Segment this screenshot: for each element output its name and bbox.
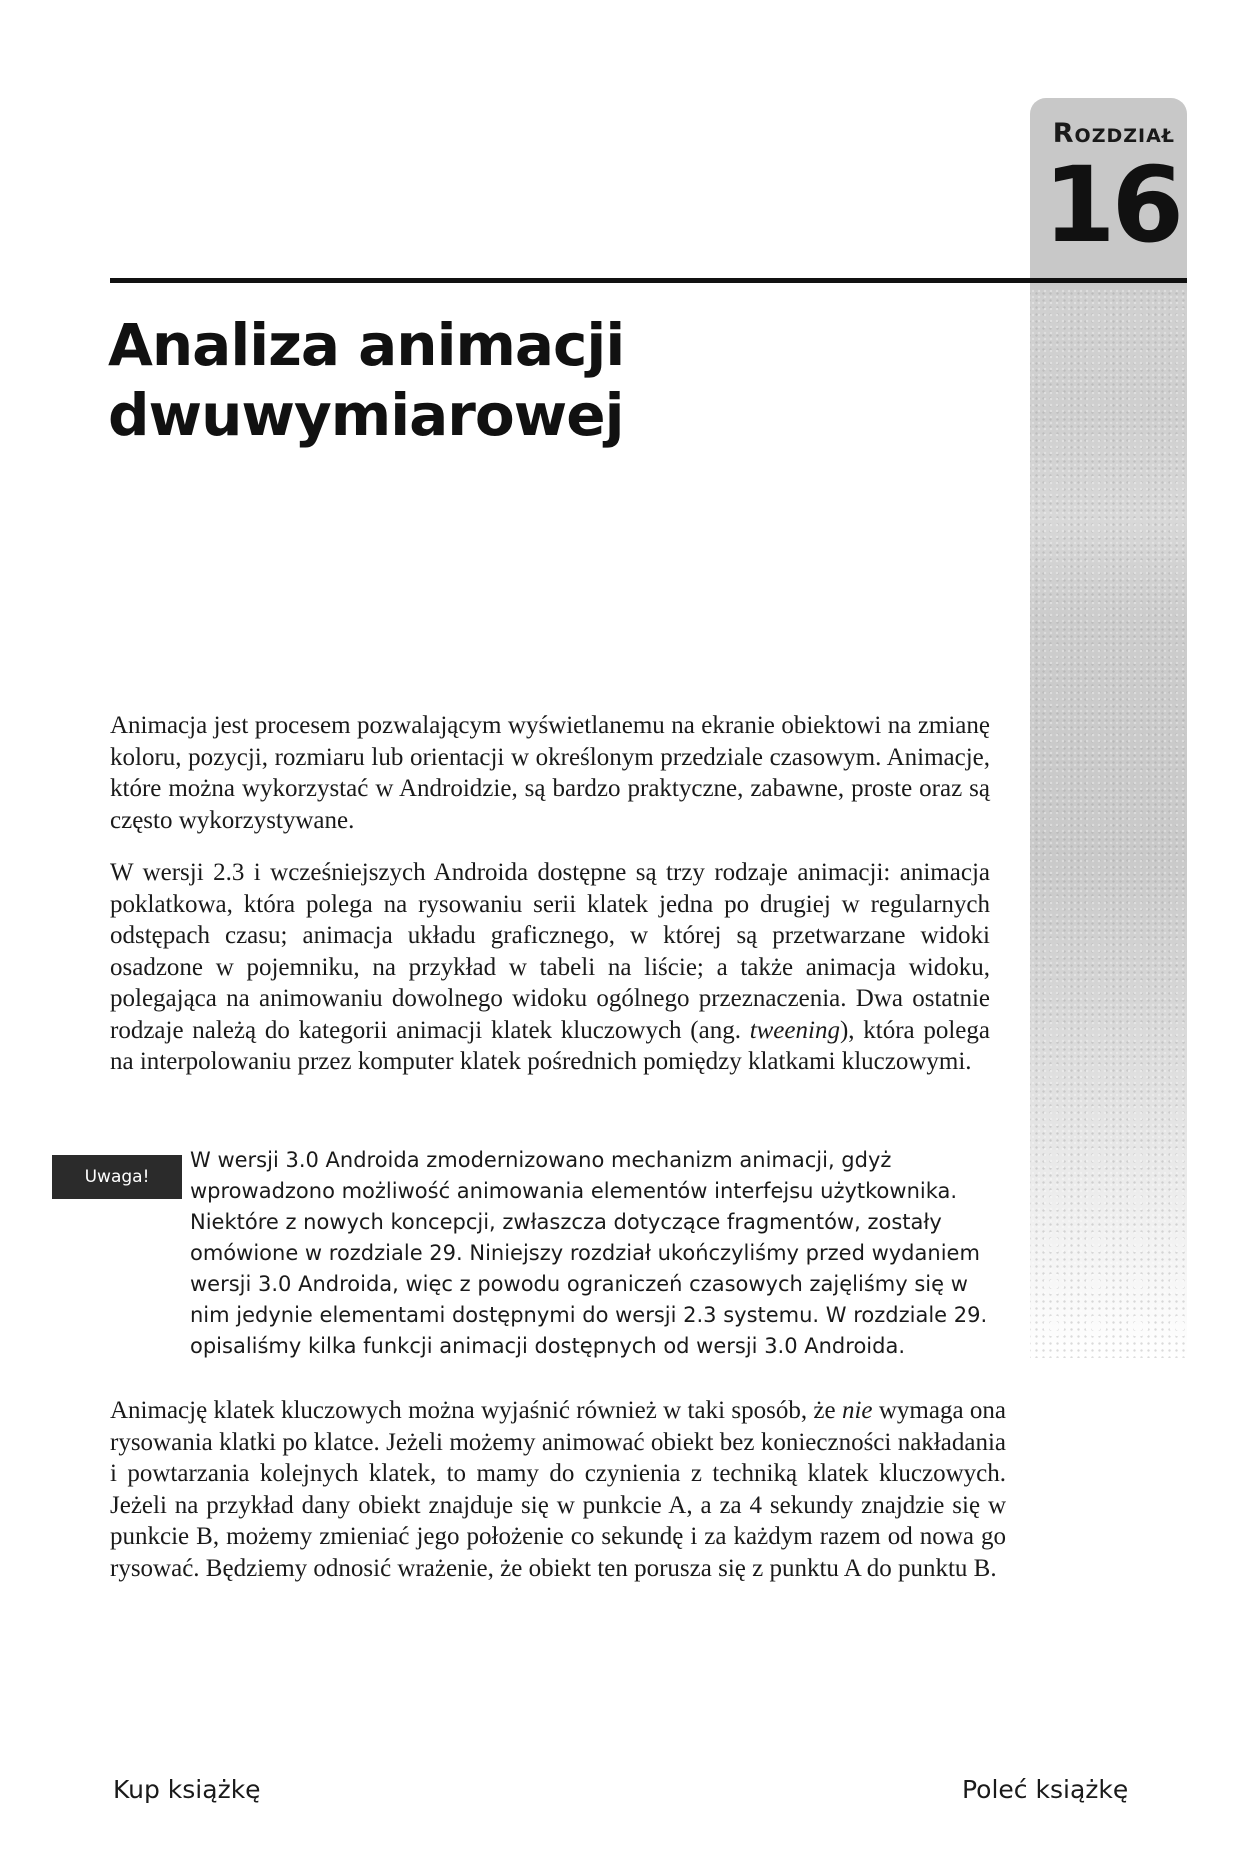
tweening-term: tweening <box>749 1016 840 1044</box>
paragraph-keyframes <box>110 1395 1006 1584</box>
chapter-label: Rozdział <box>1052 118 1175 149</box>
note-text: W wersji 3.0 Androida zmodernizowano mechanizm animacji, gdyż wprowadzono możliwość animowania elementów interfejsu użytkownika. Niektóre z nowych koncepcji, zwłaszcza dotyczące fragmentów, zostały omówione w rozdziale 29. Niniejszy rozdział ukończyliśmy przed wydaniem wersji 3.0 Androida, więc z powodu ograniczeń czasowych zajęliśmy się w nim jedynie elementami dostępnymi do wersji 2.3 systemu. W rozdziale 29. opisaliśmy kilka funkcji animacji dostępnych od wersji 3.0 Androida. <box>190 1148 988 1358</box>
chapter-number: 16 <box>1043 144 1180 266</box>
note-badge: Uwaga! <box>52 1155 182 1199</box>
chapter-tab <box>1030 98 1187 1358</box>
paragraph-animation-types <box>110 857 990 1078</box>
recommend-book-link[interactable]: Poleć książkę <box>962 1775 1129 1804</box>
paragraph-animation-types-text-b: ), która polega na interpolowaniu przez komputer klatek pośrednich pomiędzy klatkami kluczowymi. <box>110 1016 990 1075</box>
paragraph-keyframes-text-b: wymaga ona rysowania klatki po klatce. Jeżeli możemy animować obiekt bez konieczności nakładania i powtarzania kolejnych klatek, to mamy do czynienia z techniką klatek kluczowych. Jeżeli na przykład dany obiekt znajduje się w punkcie A, a za 4 sekundy znajdzie się w punkcie B, możemy zmieniać jego położenie co sekundę i za każdym razem od nowa go rysować. Będziemy odnosić wrażenie, że obiekt ten porusza się z punktu A do punktu B. <box>110 1397 1006 1582</box>
paragraph-keyframes-text-a: Animację klatek kluczowych można wyjaśnić również w taki sposób, że <box>110 1397 842 1424</box>
emphasis-nie: nie <box>841 1397 873 1424</box>
title-rule <box>110 278 1187 283</box>
paragraph-animation-types-text-a: W wersji 2.3 i wcześniejszych Androida dostępne są trzy rodzaje animacji: animacja poklatkowa, która polega na rysowaniu serii klatek jedna po drugiej w regularnych odstępach czasu; animacja układu graficznego, w której są przetwarzane widoki osadzone w pojemniku, na przykład w tabeli na liście; a także animacja widoku, polegająca na animowaniu dowolnego widoku ogólnego przeznaczenia. Dwa ostatnie rodzaje należą do kategorii animacji klatek kluczowych (ang. <box>110 859 990 1044</box>
chapter-title: Analiza animacji dwuwymiarowej <box>108 311 625 449</box>
paragraph-intro: Animacja jest procesem pozwalającym wyświetlanemu na ekranie obiektowi na zmianę koloru, pozycji, rozmiaru lub orientacji w określonym przedziale czasowym. Animacje, które można wykorzystać w Androidzie, są bardzo praktyczne, zabawne, proste oraz są często wykorzystywane. <box>110 712 990 834</box>
buy-book-link[interactable]: Kup książkę <box>113 1775 261 1804</box>
chapter-tab-texture <box>1030 288 1187 1358</box>
